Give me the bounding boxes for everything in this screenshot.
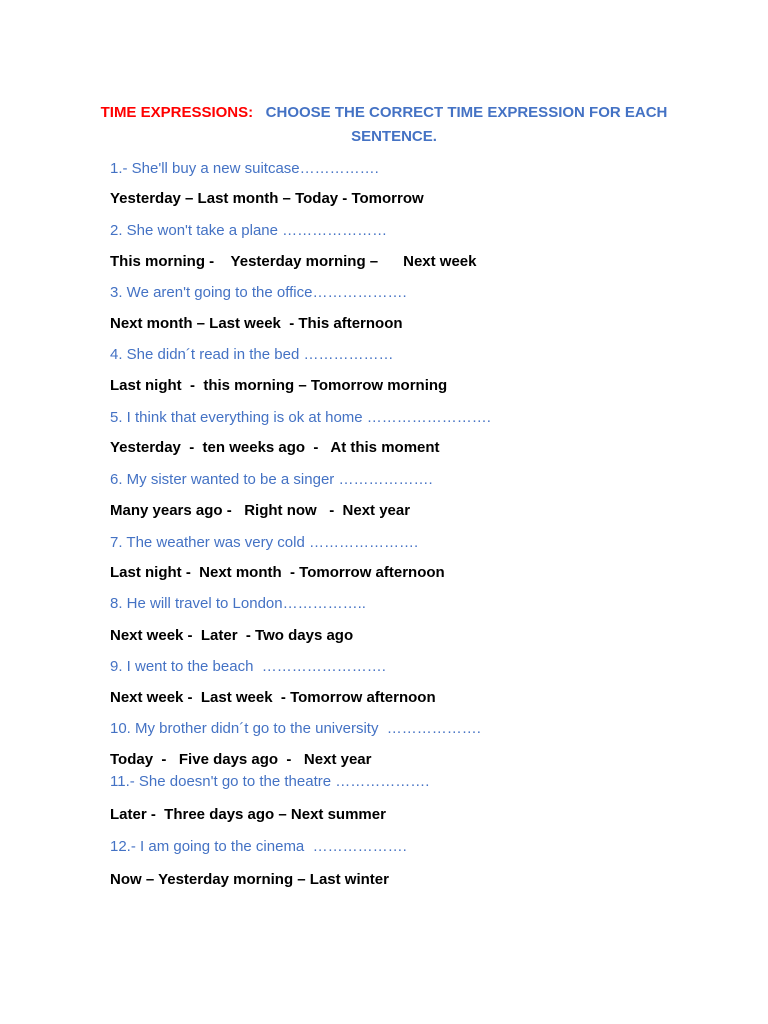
options-1: Yesterday – Last month – Today - Tomorrow bbox=[110, 190, 424, 207]
options-9: Next week - Last week - Tomorrow afternoon bbox=[110, 689, 436, 706]
question-4: 4. She didn´t read in the bed ……………… bbox=[110, 346, 394, 363]
options-7: Last night - Next month - Tomorrow afternoon bbox=[110, 564, 445, 581]
question-2: 2. She won't take a plane ………………… bbox=[110, 222, 388, 239]
question-5: 5. I think that everything is ok at home ……………………. bbox=[110, 409, 491, 426]
options-5: Yesterday - ten weeks ago - At this moment bbox=[110, 439, 440, 456]
worksheet-title bbox=[0, 103, 768, 123]
question-1: 1.- She'll buy a new suitcase……………. bbox=[110, 160, 379, 177]
question-12: 12.- I am going to the cinema ………………. bbox=[110, 838, 407, 855]
options-10: Today - Five days ago - Next year bbox=[110, 751, 372, 768]
question-8: 8. He will travel to London…………….. bbox=[110, 595, 366, 612]
options-6: Many years ago - Right now - Next year bbox=[110, 502, 411, 519]
question-9: 9. I went to the beach ……………………. bbox=[110, 658, 386, 675]
options-11: Later - Three days ago – Next summer bbox=[110, 806, 386, 823]
options-8: Next week - Later - Two days ago bbox=[110, 627, 354, 644]
options-12: Now – Yesterday morning – Last winter bbox=[110, 871, 389, 888]
options-4: Last night - this morning – Tomorrow morning bbox=[110, 377, 448, 394]
title-instruction-continued: SENTENCE. bbox=[351, 128, 437, 145]
question-6: 6. My sister wanted to be a singer ………………. bbox=[110, 471, 433, 488]
question-11: 11.- She doesn't go to the theatre ………………. bbox=[110, 773, 430, 790]
question-7: 7. The weather was very cold …………………. bbox=[110, 534, 419, 551]
question-10: 10. My brother didn´t go to the university ………………. bbox=[110, 720, 481, 737]
title-instruction: CHOOSE THE CORRECT TIME EXPRESSION FOR EACH bbox=[265, 104, 668, 121]
options-3: Next month – Last week - This afternoon bbox=[110, 315, 403, 332]
question-3: 3. We aren't going to the office………………. bbox=[110, 284, 407, 301]
title-label: TIME EXPRESSIONS: bbox=[100, 104, 254, 121]
options-2: This morning - Yesterday morning – Next week bbox=[110, 253, 477, 270]
